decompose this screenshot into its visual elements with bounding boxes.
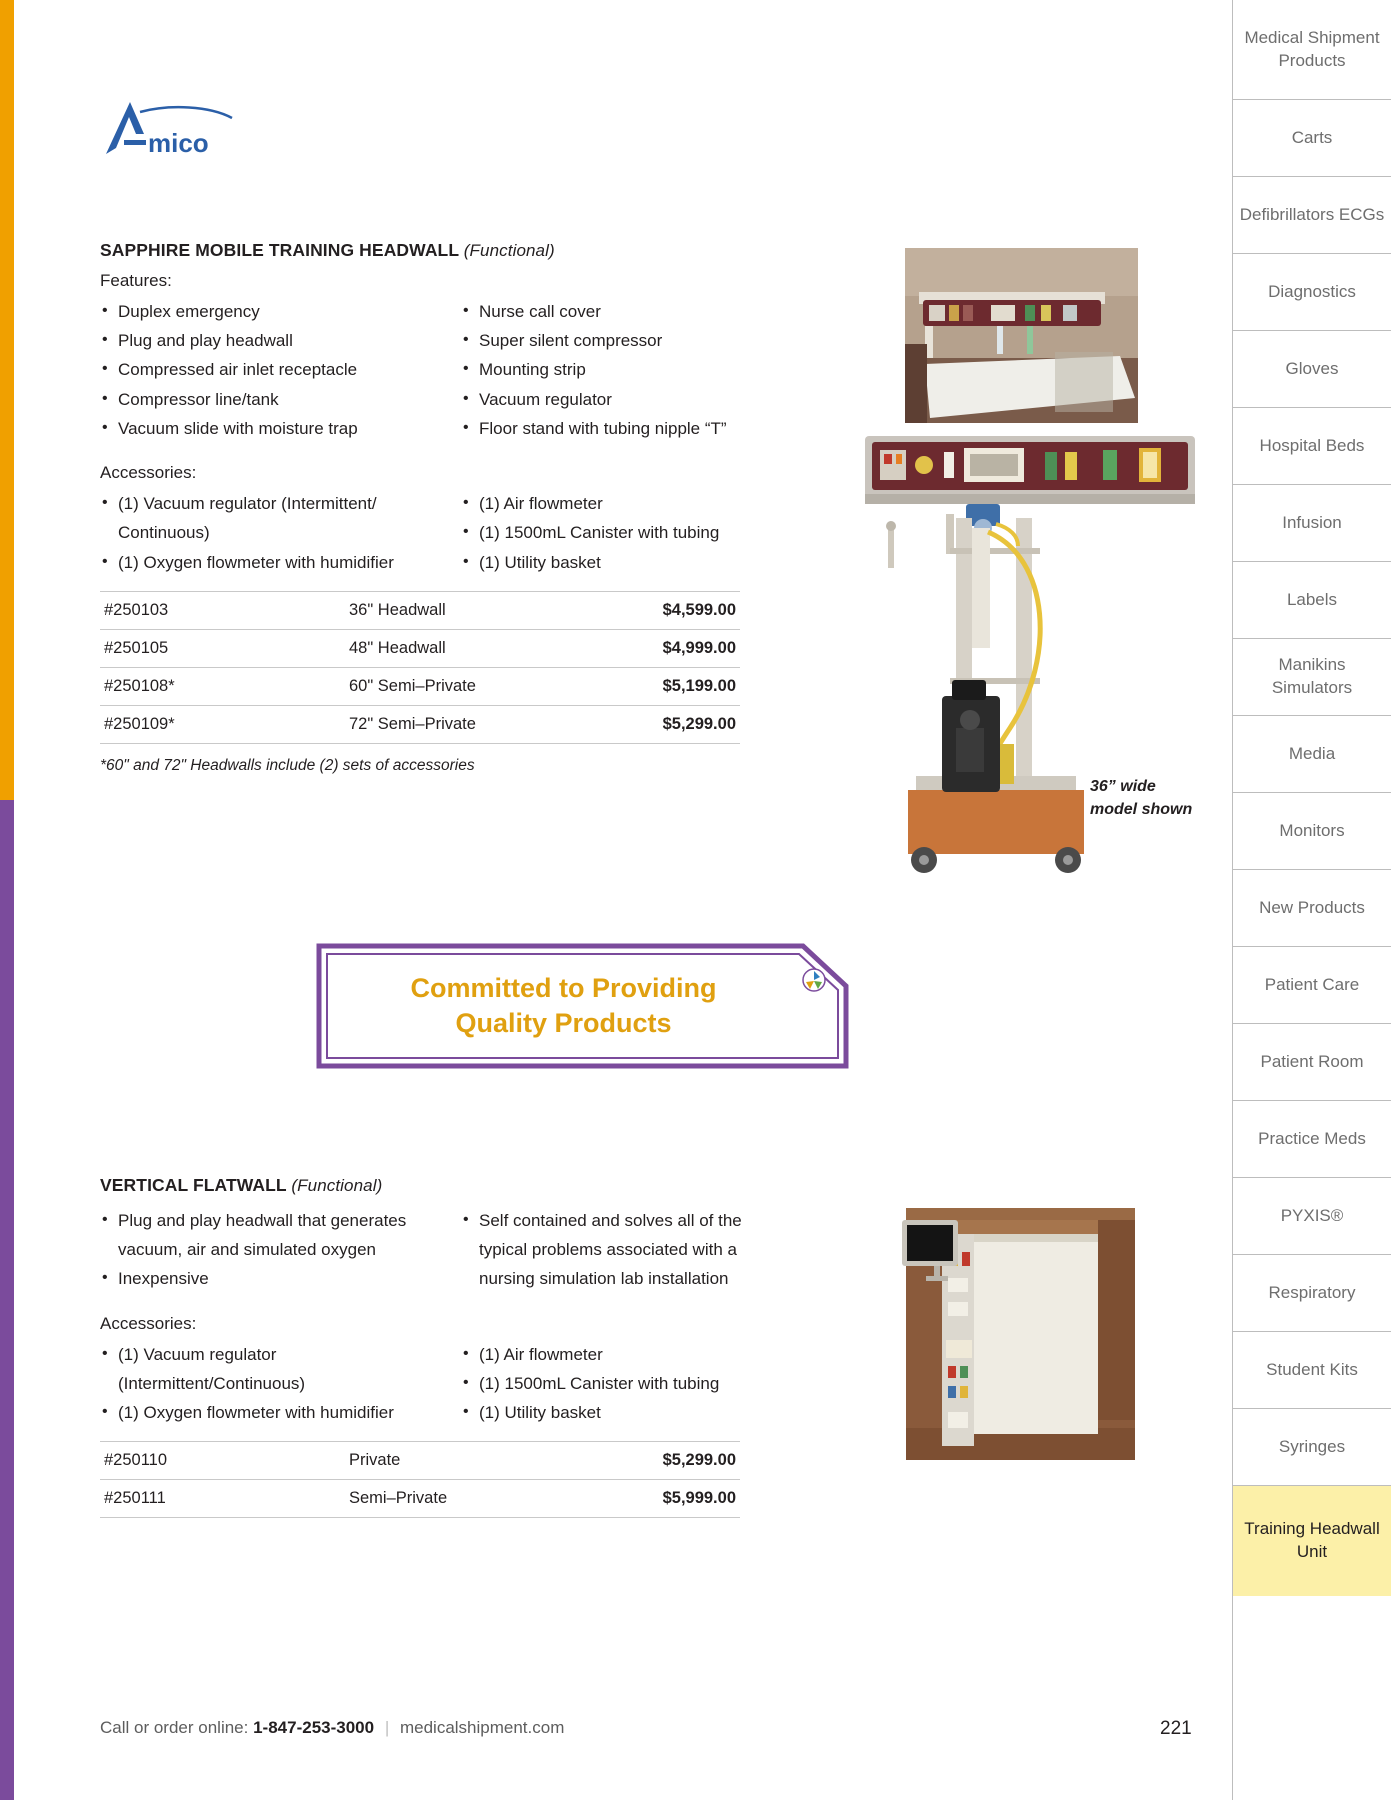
features-left-list — [100, 1206, 435, 1294]
accessories-label: Accessories: — [100, 463, 197, 483]
accessories-right-list — [461, 1340, 791, 1428]
list-item: • Vacuum slide with moisture trap — [100, 414, 435, 443]
list-item: • Compressor line/tank — [100, 385, 435, 414]
price-cell: $5,299.00 — [662, 1451, 736, 1470]
rail-item-defibrillators-ecgs[interactable] — [1233, 177, 1391, 254]
table-row — [100, 1480, 740, 1518]
list-item: • Floor stand with tubing nipple “T” — [461, 414, 791, 443]
list-item: • Nurse call cover — [461, 297, 791, 326]
list-item: • (1) Utility basket — [461, 1398, 791, 1427]
mobile-headwall-cart-photo — [860, 428, 1205, 903]
left-accent-bar-purple — [0, 800, 14, 1800]
sku-cell: #250108* — [104, 676, 175, 695]
list-item: • (1) Utility basket — [461, 548, 791, 577]
banner-text — [315, 942, 850, 1070]
rail-item-carts[interactable] — [1233, 100, 1391, 177]
list-item: • (1) Oxygen flowmeter with humidifier — [100, 548, 435, 577]
rail-item-label: Practice Meds — [1258, 1128, 1366, 1148]
rail-item-label: Training Headwall Unit — [1244, 1519, 1380, 1561]
list-item: • (1) Air flowmeter — [461, 1340, 791, 1369]
list-item: • Plug and play headwall that generates vacuum, air and simulated oxygen — [100, 1206, 435, 1264]
accessories-left-list — [100, 489, 435, 577]
desc-cell: Private — [349, 1451, 401, 1470]
list-item: • (1) Vacuum regulator (Intermittent/Continuous) — [100, 1340, 435, 1398]
table-footnote: *60" and 72" Headwalls include (2) sets of accessories — [100, 756, 475, 774]
accessories-left-list — [100, 1340, 435, 1428]
footer-call-label: Call or order online: — [100, 1718, 249, 1737]
rail-item-patient-care[interactable] — [1233, 947, 1391, 1024]
price-table-sapphire — [100, 591, 740, 744]
left-accent-bar-orange — [0, 0, 14, 800]
sku-cell: #250110 — [104, 1451, 168, 1470]
footer-phone: 1-847-253-3000 — [253, 1718, 375, 1737]
list-item: • Super silent compressor — [461, 326, 791, 355]
table-row — [100, 705, 740, 743]
list-item: • (1) Vacuum regulator (Intermittent/ Continuous) — [100, 489, 435, 547]
category-index-rail — [1232, 0, 1391, 1800]
section-title — [100, 1175, 830, 1196]
accessories-right-list — [461, 489, 791, 577]
rail-item-hospital-beds[interactable] — [1233, 408, 1391, 485]
rail-item-label: Monitors — [1279, 820, 1345, 840]
banner-line-2: Quality Products — [455, 1008, 672, 1038]
rail-item-label: Manikins Simulators — [1271, 655, 1353, 697]
rail-item-diagnostics[interactable] — [1233, 254, 1391, 331]
rail-item-labels[interactable] — [1233, 562, 1391, 639]
list-item: • Mounting strip — [461, 355, 791, 384]
rail-item-label: Infusion — [1282, 512, 1342, 532]
features-label: Features: — [100, 271, 172, 290]
accessories-label: Accessories: — [100, 1313, 197, 1333]
accessories-columns — [100, 1340, 830, 1428]
image-caption: 36” wide model shown — [1090, 778, 1193, 819]
footer-website[interactable]: medicalshipment.com — [399, 1718, 565, 1737]
desc-cell: 48" Headwall — [349, 638, 446, 657]
rail-item-label: Carts — [1291, 127, 1333, 147]
price-cell: $4,599.00 — [662, 600, 736, 619]
features-right-list — [461, 297, 791, 443]
sku-cell: #250111 — [104, 1489, 166, 1508]
list-item: • Duplex emergency — [100, 297, 435, 326]
rail-item-label: Medical Shipment Products — [1244, 27, 1380, 70]
rail-item-new-products[interactable] — [1233, 870, 1391, 947]
sku-cell: #250109* — [104, 714, 175, 733]
list-item: • Self contained and solves all of the typical problems associated with a nursing simulation lab installation — [461, 1206, 791, 1294]
list-item: • Vacuum regulator — [461, 385, 791, 414]
section-flatwall — [100, 1175, 830, 1518]
table-row — [100, 667, 740, 705]
section-sapphire — [100, 240, 830, 790]
list-item: • Plug and play headwall — [100, 326, 435, 355]
rail-item-medical-shipment-products[interactable] — [1233, 0, 1391, 100]
quality-banner — [315, 942, 850, 1070]
room-headwall-photo — [905, 248, 1138, 423]
amico-logo — [100, 96, 330, 166]
rail-item-pyxis[interactable] — [1233, 1178, 1391, 1255]
features-right-list — [461, 1206, 791, 1294]
sku-cell: #250103 — [104, 600, 169, 619]
list-item: • (1) Air flowmeter — [461, 489, 791, 518]
rail-item-label: Syringes — [1278, 1436, 1346, 1456]
desc-cell: 72" Semi–Private — [349, 714, 476, 733]
list-item: • (1) 1500mL Canister with tubing — [461, 518, 791, 547]
rail-item-label: Patient Care — [1264, 974, 1360, 994]
footer-separator: | — [384, 1718, 390, 1737]
price-cell: $5,999.00 — [662, 1489, 736, 1508]
rail-item-student-kits[interactable] — [1233, 1332, 1391, 1409]
rail-item-monitors[interactable] — [1233, 793, 1391, 870]
rail-item-manikins-simulators[interactable] — [1233, 639, 1391, 716]
list-item: • Inexpensive — [100, 1264, 435, 1293]
desc-cell: 36" Headwall — [349, 600, 446, 619]
rail-item-respiratory[interactable] — [1233, 1255, 1391, 1332]
rail-item-infusion[interactable] — [1233, 485, 1391, 562]
rail-item-media[interactable] — [1233, 716, 1391, 793]
table-row — [100, 629, 740, 667]
features-columns — [100, 297, 830, 443]
section-title — [100, 240, 830, 261]
banner-line-1: Committed to Providing — [410, 973, 717, 1004]
section-title-suffix: (Functional) — [291, 1176, 383, 1195]
list-item: • (1) 1500mL Canister with tubing — [461, 1369, 791, 1398]
rail-item-label: Defibrillators ECGs — [1239, 204, 1385, 224]
rail-item-label: Respiratory — [1268, 1282, 1356, 1302]
section-title-text: SAPPHIRE MOBILE TRAINING HEADWALL — [100, 240, 459, 260]
rail-item-label: Student Kits — [1266, 1359, 1358, 1379]
sku-cell: #250105 — [104, 638, 169, 657]
page-number: 221 — [1160, 1718, 1192, 1739]
rail-item-practice-meds[interactable] — [1233, 1101, 1391, 1178]
table-row — [100, 1442, 740, 1480]
price-cell: $5,199.00 — [662, 676, 736, 695]
rail-item-label: Diagnostics — [1268, 281, 1356, 301]
rail-item-label: Patient Room — [1260, 1051, 1364, 1071]
rail-item-training-headwall-unit[interactable] — [1233, 1486, 1391, 1596]
list-item: • (1) Oxygen flowmeter with humidifier — [100, 1398, 435, 1427]
rail-item-syringes[interactable] — [1233, 1409, 1391, 1486]
features-columns — [100, 1206, 830, 1294]
table-row — [100, 591, 740, 629]
price-cell: $5,299.00 — [662, 714, 736, 733]
price-table-flatwall — [100, 1441, 740, 1518]
rail-item-patient-room[interactable] — [1233, 1024, 1391, 1101]
rail-item-label: Media — [1288, 743, 1336, 763]
footer — [100, 1718, 1100, 1738]
accessories-columns — [100, 489, 830, 577]
price-cell: $4,999.00 — [662, 638, 736, 657]
rail-item-label: New Products — [1259, 897, 1365, 917]
list-item: • Compressed air inlet receptacle — [100, 355, 435, 384]
rail-item-label: Labels — [1286, 589, 1338, 609]
section-title-suffix: (Functional) — [463, 241, 555, 260]
rail-item-gloves[interactable] — [1233, 331, 1391, 408]
rail-item-label: Hospital Beds — [1259, 435, 1365, 455]
svg-text:mico: mico — [148, 128, 209, 158]
section-title-text: VERTICAL FLATWALL — [100, 1175, 287, 1195]
vertical-flatwall-photo — [880, 1190, 1155, 1480]
rail-item-label: Gloves — [1285, 358, 1339, 378]
desc-cell: 60" Semi–Private — [349, 676, 476, 695]
features-left-list — [100, 297, 435, 443]
rail-item-label: PYXIS® — [1280, 1205, 1344, 1225]
desc-cell: Semi–Private — [349, 1489, 448, 1508]
